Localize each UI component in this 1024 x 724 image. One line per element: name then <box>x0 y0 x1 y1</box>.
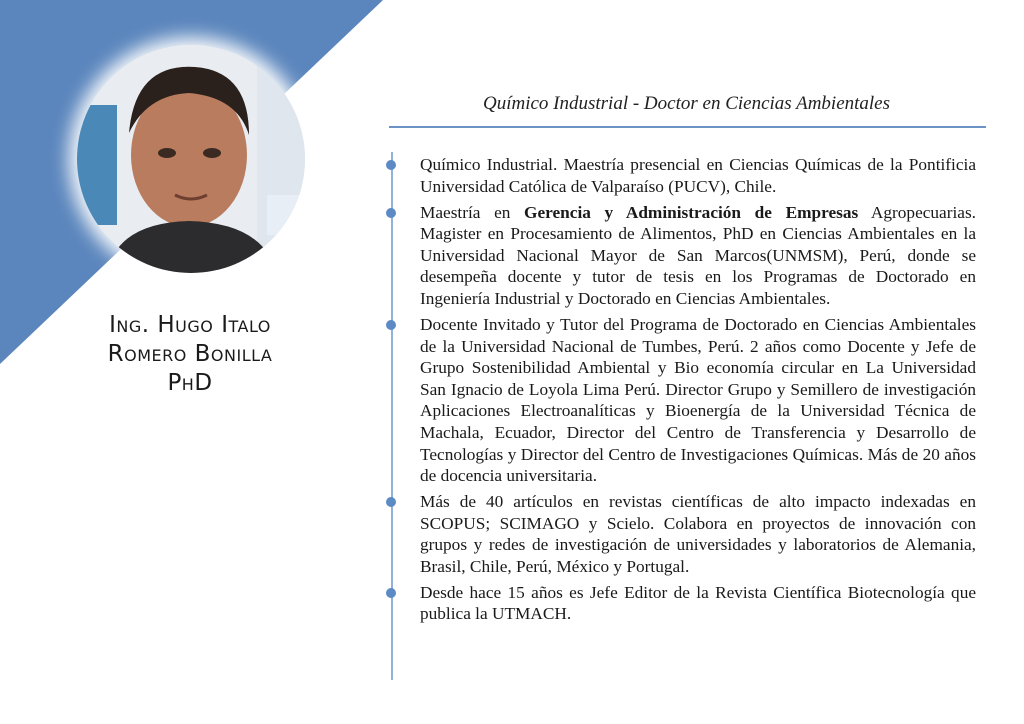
bullet-text-pre: Maestría en <box>420 202 525 222</box>
profile-name <box>40 311 340 398</box>
bio-bullet-2 <box>420 202 976 310</box>
portrait-photo-icon <box>77 45 305 273</box>
role-divider <box>389 126 986 128</box>
bullet-text: Desde hace 15 años es Jefe Editor de la Revista Científica Biotecnología que publica la UTMACH. <box>420 582 976 624</box>
name-line-2: Romero Bonilla <box>107 341 273 367</box>
bullet-dot-icon <box>386 160 396 170</box>
bio-bullet-4 <box>420 491 976 577</box>
bullet-text-post: Agropecuarias. Magister en Procesamiento de Alimentos, PhD en Ciencias Ambientales en la Universidad Nacional Mayor de San Marcos(UNMSM), Perú, donde se desempeña docente y tutor de tesis en los Programas de Doctorado en Ingeniería Industrial y Doctorado en Ciencias Ambientales. <box>420 202 976 308</box>
bio-bullet-list <box>420 154 976 629</box>
profile-photo <box>77 45 305 273</box>
bullet-dot-icon <box>386 320 396 330</box>
timeline-line <box>391 152 393 680</box>
bio-bullet-3 <box>420 314 976 487</box>
bio-bullet-1 <box>420 154 976 197</box>
name-line-1: Ing. Hugo Italo <box>109 312 271 338</box>
bullet-dot-icon <box>386 588 396 598</box>
bullet-text: Más de 40 artículos en revistas científicas de alto impacto indexadas en SCOPUS; SCIMAGO y Scielo. Colabora en proyectos de innovación con grupos y redes de investigación de universidades y laboratorios de Alemania, Brasil, Chile, Perú, México y Portugal. <box>420 492 976 576</box>
bullet-dot-icon <box>386 208 396 218</box>
name-line-3: PhD <box>167 370 213 396</box>
bullet-text-bold: Gerencia y Administración de Empresas <box>524 202 859 222</box>
role-title: Químico Industrial - Doctor en Ciencias Ambientales <box>482 93 891 114</box>
bullet-text: Químico Industrial. Maestría presencial en Ciencias Químicas de la Pontificia Universidad Católica de Valparaíso (PUCV), Chile. <box>420 155 976 196</box>
bio-bullet-5 <box>420 582 976 625</box>
bullet-text: Docente Invitado y Tutor del Programa de Doctorado en Ciencias Ambientales de la Universidad Nacional de Tumbes, Perú. 2 años como Docente y Jefe de Grupo Sostenibilidad Ambiental y Bio economía circular en La Universidad San Ignacio de Loyola Lima Perú. Director Grupo y Semillero de investigación Aplicaciones Electroanalíticas y Bioenergía de la Universidad Técnica de Machala, Ecuador, Director del Centro de Transferencia y Desarrollo de Tecnologías y Director del Centro de Investigaciones Químicas. Más de 20 años de docencia universitaria. <box>420 314 976 486</box>
